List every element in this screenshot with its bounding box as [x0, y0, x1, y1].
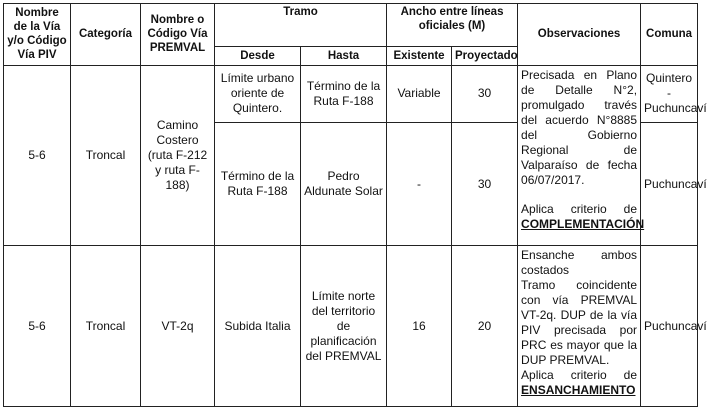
table-row — [4, 246, 698, 407]
cell-categoria: Troncal — [71, 246, 141, 407]
cell-nombre-via: 5-6 — [4, 246, 71, 407]
obs-text: Tramo coincidente con vía PREMVAL VT-2q. DUP de la vía PIV precisada por PRC es mayor que la DUP PREMVAL. — [521, 278, 638, 368]
cell-nombre-codigo: Camino Costero (ruta F-212 y ruta F-188) — [141, 65, 215, 246]
header-nombre-via: Nombre de la Vía y/o Código Vía PIV — [4, 4, 71, 66]
header-categoria: Categoría — [71, 4, 141, 66]
obs-criterio: Aplica criterio de ENSANCHAMIENTO — [521, 368, 638, 398]
obs-criterio-bold: ENSANCHAMIENTO — [521, 383, 636, 398]
header-ancho: Ancho entre líneas oficiales (M) — [387, 4, 518, 47]
table-row — [4, 65, 698, 122]
obs-text: Precisada en Plano de Detalle N°2, promulgado través del acuerdo N°8885 del Gobierno Regional de Valparaíso de fecha 06/07/2017. — [521, 67, 638, 187]
header-comuna: Comuna — [641, 4, 698, 66]
cell-observaciones — [518, 65, 645, 246]
obs-criterio-bold: COMPLEMENTACIÓN — [521, 216, 645, 231]
cell-nombre-codigo: VT-2q — [141, 246, 215, 407]
cell-observaciones — [518, 246, 641, 407]
cell-existente: Variable — [387, 65, 452, 122]
cell-comuna: Puchuncaví — [641, 123, 698, 246]
header-hasta: Hasta — [301, 46, 387, 65]
roads-table — [3, 3, 707, 407]
cell-desde: Término de la Ruta F-188 — [215, 123, 301, 246]
obs-ensanche: Ensanche ambos costados — [521, 248, 638, 278]
cell-hasta: Límite norte del territorio de planificación del PREMVAL — [301, 246, 387, 407]
header-observaciones: Observaciones — [518, 4, 641, 66]
header-existente: Existente — [387, 46, 452, 65]
obs-criterio: Aplica criterio de COMPLEMENTACIÓN — [521, 201, 645, 231]
cell-nombre-via: 5-6 — [4, 65, 71, 246]
cell-proyectado: 30 — [452, 123, 518, 246]
cell-categoria: Troncal — [71, 65, 141, 246]
header-tramo: Tramo — [215, 4, 387, 47]
cell-proyectado: 30 — [452, 65, 518, 122]
cell-desde: Subida Italia — [215, 246, 301, 407]
cell-comuna: Quintero - Puchuncaví — [641, 65, 698, 122]
header-proyectado: Proyectado — [452, 46, 518, 65]
header-desde: Desde — [215, 46, 301, 65]
cell-comuna: Puchuncaví — [641, 246, 698, 407]
cell-existente: 16 — [387, 246, 452, 407]
cell-hasta: Término de la Ruta F-188 — [301, 65, 387, 122]
header-row-top — [4, 4, 698, 47]
cell-hasta: Pedro Aldunate Solar — [301, 123, 387, 246]
cell-proyectado: 20 — [452, 246, 518, 407]
cell-desde: Límite urbano oriente de Quintero. — [215, 65, 301, 122]
header-nombre-codigo: Nombre o Código Vía PREMVAL — [141, 4, 215, 66]
cell-existente: - — [387, 123, 452, 246]
